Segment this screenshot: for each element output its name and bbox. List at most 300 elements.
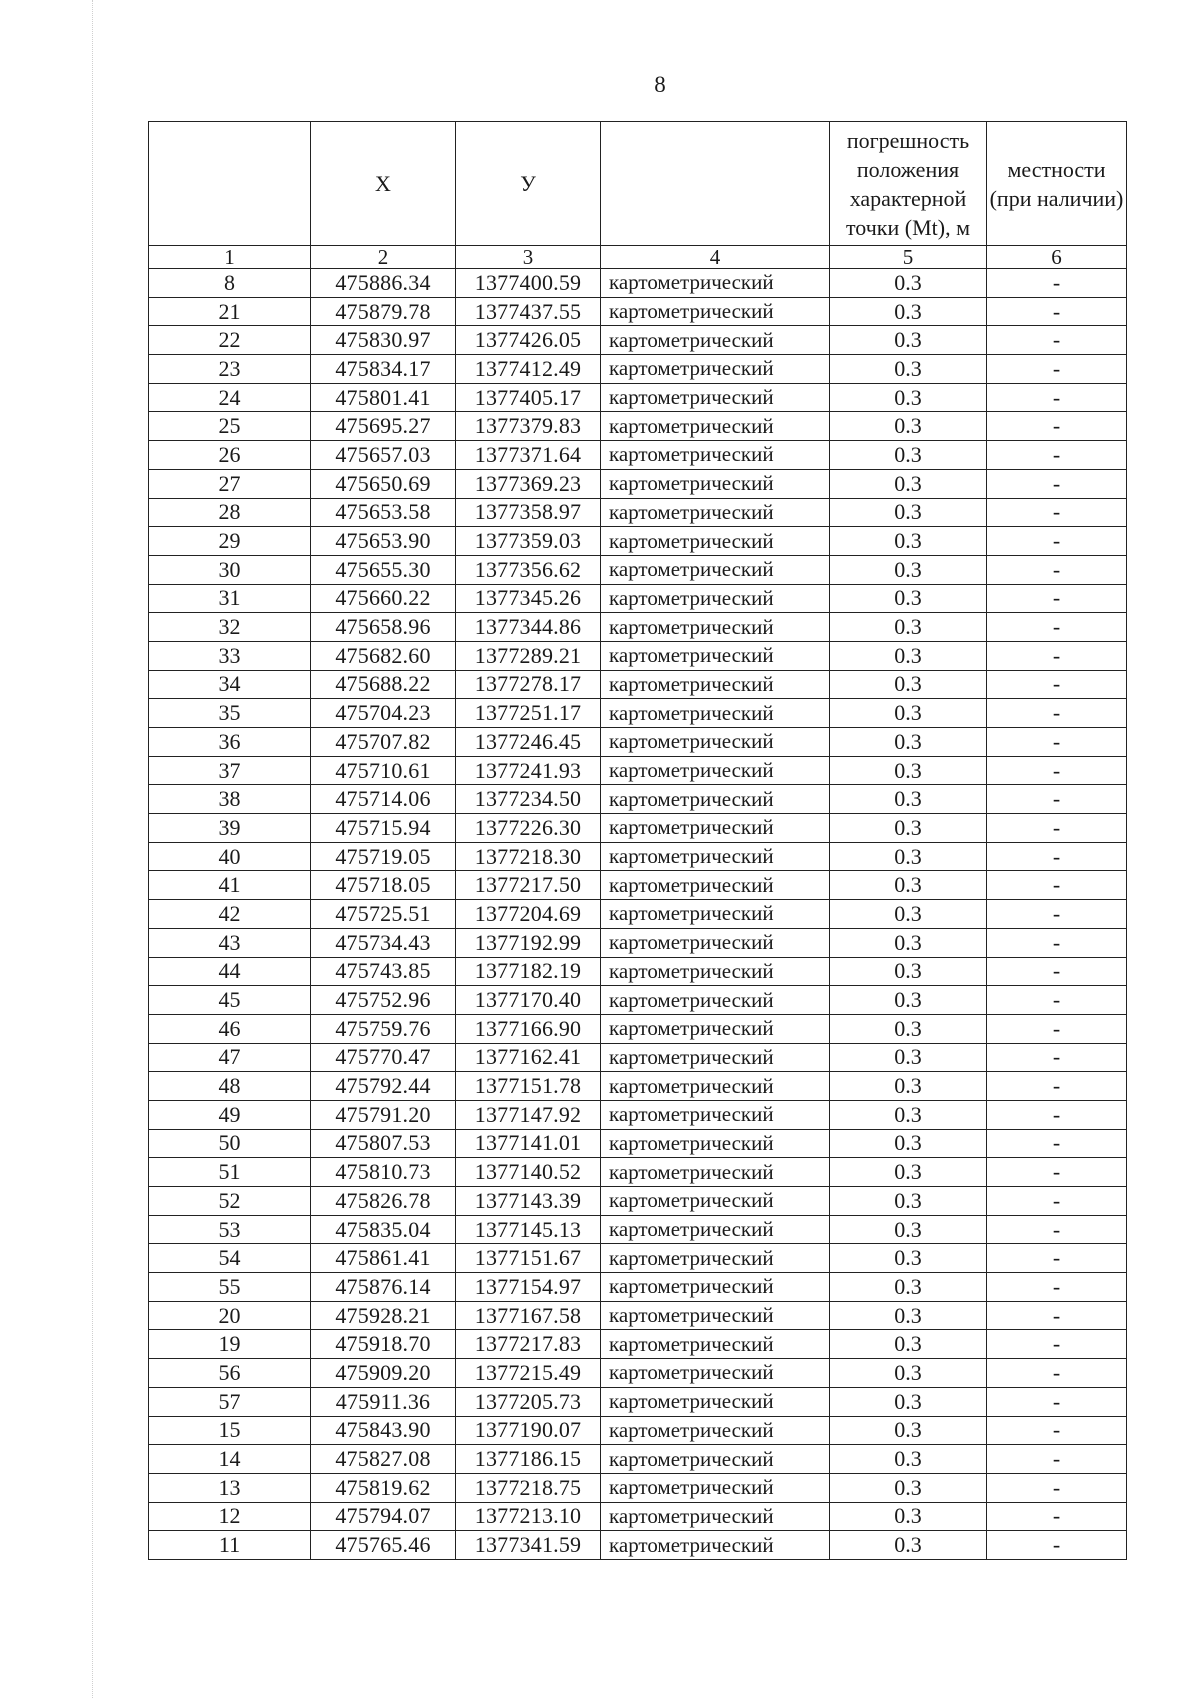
cell-description: - — [987, 1100, 1127, 1129]
cell-description: - — [987, 1187, 1127, 1216]
cell-point-number: 43 — [149, 928, 311, 957]
cell-x: 475653.58 — [311, 498, 456, 527]
cell-description: - — [987, 699, 1127, 728]
cell-point-number: 35 — [149, 699, 311, 728]
cell-x: 475819.62 — [311, 1473, 456, 1502]
cell-y: 1377190.07 — [456, 1416, 601, 1445]
cell-x: 475657.03 — [311, 441, 456, 470]
table-row — [149, 469, 1127, 498]
cell-point-number: 15 — [149, 1416, 311, 1445]
cell-point-number: 41 — [149, 871, 311, 900]
cell-point-number: 50 — [149, 1129, 311, 1158]
cell-point-number: 46 — [149, 1014, 311, 1043]
table-row — [149, 269, 1127, 298]
cell-y: 1377162.41 — [456, 1043, 601, 1072]
cell-method: картометрический — [601, 383, 830, 412]
header-x: X — [311, 122, 456, 246]
cell-y: 1377217.83 — [456, 1330, 601, 1359]
cell-method: картометрический — [601, 1129, 830, 1158]
cell-point-number: 55 — [149, 1273, 311, 1302]
cell-point-number: 11 — [149, 1531, 311, 1560]
cell-x: 475791.20 — [311, 1100, 456, 1129]
cell-method: картометрический — [601, 269, 830, 298]
cell-method: картометрический — [601, 1244, 830, 1273]
cell-x: 475710.61 — [311, 756, 456, 785]
table-row — [149, 1387, 1127, 1416]
cell-method: картометрический — [601, 1043, 830, 1072]
cell-error: 0.3 — [830, 412, 987, 441]
cell-description: - — [987, 814, 1127, 843]
cell-x: 475770.47 — [311, 1043, 456, 1072]
cell-description: - — [987, 1158, 1127, 1187]
cell-point-number: 34 — [149, 670, 311, 699]
cell-method: картометрический — [601, 1445, 830, 1474]
column-number: 5 — [830, 246, 987, 269]
cell-error: 0.3 — [830, 355, 987, 384]
cell-y: 1377154.97 — [456, 1273, 601, 1302]
table-row — [149, 1215, 1127, 1244]
cell-error: 0.3 — [830, 1473, 987, 1502]
cell-error: 0.3 — [830, 1330, 987, 1359]
cell-error: 0.3 — [830, 1072, 987, 1101]
table-row — [149, 1473, 1127, 1502]
cell-method: картометрический — [601, 756, 830, 785]
cell-point-number: 31 — [149, 584, 311, 613]
cell-error: 0.3 — [830, 584, 987, 613]
cell-y: 1377205.73 — [456, 1387, 601, 1416]
cell-description: - — [987, 1445, 1127, 1474]
cell-x: 475725.51 — [311, 900, 456, 929]
cell-error: 0.3 — [830, 1014, 987, 1043]
cell-error: 0.3 — [830, 785, 987, 814]
cell-x: 475879.78 — [311, 297, 456, 326]
cell-x: 475682.60 — [311, 641, 456, 670]
page-number: 8 — [654, 72, 666, 97]
table-row — [149, 1531, 1127, 1560]
cell-point-number: 56 — [149, 1359, 311, 1388]
table-row — [149, 326, 1127, 355]
table-row — [149, 986, 1127, 1015]
cell-error: 0.3 — [830, 1100, 987, 1129]
cell-error: 0.3 — [830, 1387, 987, 1416]
cell-y: 1377426.05 — [456, 326, 601, 355]
cell-description: - — [987, 1416, 1127, 1445]
cell-method: картометрический — [601, 1416, 830, 1445]
cell-description: - — [987, 1072, 1127, 1101]
cell-method: картометрический — [601, 527, 830, 556]
cell-description: - — [987, 1387, 1127, 1416]
cell-point-number: 42 — [149, 900, 311, 929]
cell-y: 1377213.10 — [456, 1502, 601, 1531]
cell-description: - — [987, 641, 1127, 670]
cell-method: картометрический — [601, 699, 830, 728]
table-row — [149, 1158, 1127, 1187]
cell-error: 0.3 — [830, 871, 987, 900]
cell-error: 0.3 — [830, 641, 987, 670]
cell-description: - — [987, 928, 1127, 957]
header-error: погрешность положения характерной точки (Mt), м — [830, 122, 987, 246]
cell-x: 475719.05 — [311, 842, 456, 871]
cell-error: 0.3 — [830, 1416, 987, 1445]
cell-y: 1377141.01 — [456, 1129, 601, 1158]
cell-error: 0.3 — [830, 756, 987, 785]
table-row — [149, 412, 1127, 441]
cell-y: 1377192.99 — [456, 928, 601, 957]
cell-error: 0.3 — [830, 1187, 987, 1216]
table-row — [149, 957, 1127, 986]
cell-method: картометрический — [601, 814, 830, 843]
cell-x: 475827.08 — [311, 1445, 456, 1474]
cell-point-number: 48 — [149, 1072, 311, 1101]
cell-method: картометрический — [601, 297, 830, 326]
cell-error: 0.3 — [830, 613, 987, 642]
cell-y: 1377341.59 — [456, 1531, 601, 1560]
cell-description: - — [987, 1359, 1127, 1388]
cell-method: картометрический — [601, 900, 830, 929]
table-row — [149, 670, 1127, 699]
cell-method: картометрический — [601, 1215, 830, 1244]
cell-description: - — [987, 555, 1127, 584]
cell-method: картометрический — [601, 1502, 830, 1531]
cell-x: 475704.23 — [311, 699, 456, 728]
column-number: 6 — [987, 246, 1127, 269]
table-row — [149, 355, 1127, 384]
column-number-row — [149, 246, 1127, 269]
cell-method: картометрический — [601, 928, 830, 957]
coordinates-table — [148, 121, 1127, 1560]
cell-error: 0.3 — [830, 670, 987, 699]
cell-description: - — [987, 871, 1127, 900]
cell-y: 1377215.49 — [456, 1359, 601, 1388]
table-row — [149, 555, 1127, 584]
cell-x: 475843.90 — [311, 1416, 456, 1445]
cell-description: - — [987, 842, 1127, 871]
cell-y: 1377182.19 — [456, 957, 601, 986]
cell-description: - — [987, 1531, 1127, 1560]
table-row — [149, 584, 1127, 613]
cell-method: картометрический — [601, 1473, 830, 1502]
cell-error: 0.3 — [830, 297, 987, 326]
cell-error: 0.3 — [830, 555, 987, 584]
cell-point-number: 21 — [149, 297, 311, 326]
table-body — [149, 122, 1127, 1560]
cell-description: - — [987, 1129, 1127, 1158]
cell-x: 475810.73 — [311, 1158, 456, 1187]
cell-y: 1377345.26 — [456, 584, 601, 613]
cell-method: картометрический — [601, 641, 830, 670]
cell-error: 0.3 — [830, 527, 987, 556]
cell-point-number: 37 — [149, 756, 311, 785]
table-row — [149, 1100, 1127, 1129]
cell-x: 475801.41 — [311, 383, 456, 412]
cell-description: - — [987, 498, 1127, 527]
cell-error: 0.3 — [830, 1158, 987, 1187]
cell-x: 475650.69 — [311, 469, 456, 498]
cell-method: картометрический — [601, 613, 830, 642]
cell-x: 475658.96 — [311, 613, 456, 642]
cell-y: 1377358.97 — [456, 498, 601, 527]
cell-description: - — [987, 1244, 1127, 1273]
cell-error: 0.3 — [830, 699, 987, 728]
cell-method: картометрический — [601, 469, 830, 498]
cell-x: 475707.82 — [311, 728, 456, 757]
cell-method: картометрический — [601, 986, 830, 1015]
cell-description: - — [987, 1330, 1127, 1359]
cell-error: 0.3 — [830, 1531, 987, 1560]
cell-x: 475718.05 — [311, 871, 456, 900]
cell-description: - — [987, 1273, 1127, 1302]
cell-description: - — [987, 728, 1127, 757]
cell-error: 0.3 — [830, 1445, 987, 1474]
cell-x: 475688.22 — [311, 670, 456, 699]
table-row — [149, 1244, 1127, 1273]
margin-line — [92, 0, 93, 1698]
cell-x: 475794.07 — [311, 1502, 456, 1531]
cell-x: 475734.43 — [311, 928, 456, 957]
cell-error: 0.3 — [830, 1043, 987, 1072]
table-row — [149, 1330, 1127, 1359]
header-description: местности (при наличии) — [987, 122, 1127, 246]
cell-method: картометрический — [601, 1301, 830, 1330]
cell-error: 0.3 — [830, 1244, 987, 1273]
cell-point-number: 12 — [149, 1502, 311, 1531]
cell-method: картометрический — [601, 441, 830, 470]
cell-error: 0.3 — [830, 1301, 987, 1330]
cell-point-number: 47 — [149, 1043, 311, 1072]
cell-description: - — [987, 1043, 1127, 1072]
table-row — [149, 1502, 1127, 1531]
cell-error: 0.3 — [830, 326, 987, 355]
cell-y: 1377278.17 — [456, 670, 601, 699]
cell-method: картометрический — [601, 1330, 830, 1359]
cell-error: 0.3 — [830, 1502, 987, 1531]
cell-y: 1377218.30 — [456, 842, 601, 871]
cell-point-number: 38 — [149, 785, 311, 814]
cell-point-number: 52 — [149, 1187, 311, 1216]
table-row — [149, 1072, 1127, 1101]
cell-y: 1377147.92 — [456, 1100, 601, 1129]
table-row — [149, 613, 1127, 642]
cell-description: - — [987, 326, 1127, 355]
cell-x: 475660.22 — [311, 584, 456, 613]
cell-method: картометрический — [601, 1187, 830, 1216]
cell-y: 1377359.03 — [456, 527, 601, 556]
cell-y: 1377151.67 — [456, 1244, 601, 1273]
cell-error: 0.3 — [830, 814, 987, 843]
cell-error: 0.3 — [830, 498, 987, 527]
cell-point-number: 19 — [149, 1330, 311, 1359]
cell-method: картометрический — [601, 785, 830, 814]
cell-method: картометрический — [601, 1072, 830, 1101]
cell-y: 1377186.15 — [456, 1445, 601, 1474]
cell-y: 1377379.83 — [456, 412, 601, 441]
cell-point-number: 20 — [149, 1301, 311, 1330]
cell-point-number: 24 — [149, 383, 311, 412]
cell-description: - — [987, 1502, 1127, 1531]
cell-method: картометрический — [601, 957, 830, 986]
cell-method: картометрический — [601, 1531, 830, 1560]
cell-description: - — [987, 785, 1127, 814]
cell-point-number: 45 — [149, 986, 311, 1015]
cell-x: 475928.21 — [311, 1301, 456, 1330]
cell-point-number: 13 — [149, 1473, 311, 1502]
cell-description: - — [987, 1215, 1127, 1244]
column-number: 3 — [456, 246, 601, 269]
cell-error: 0.3 — [830, 383, 987, 412]
cell-x: 475835.04 — [311, 1215, 456, 1244]
table-row — [149, 699, 1127, 728]
cell-error: 0.3 — [830, 1359, 987, 1388]
cell-x: 475876.14 — [311, 1273, 456, 1302]
header-method — [601, 122, 830, 246]
table-row — [149, 641, 1127, 670]
cell-error: 0.3 — [830, 842, 987, 871]
cell-method: картометрический — [601, 1273, 830, 1302]
cell-description: - — [987, 527, 1127, 556]
cell-description: - — [987, 297, 1127, 326]
cell-method: картометрический — [601, 670, 830, 699]
cell-error: 0.3 — [830, 1129, 987, 1158]
cell-point-number: 44 — [149, 957, 311, 986]
cell-description: - — [987, 613, 1127, 642]
table-row — [149, 1359, 1127, 1388]
table-row — [149, 871, 1127, 900]
cell-y: 1377167.58 — [456, 1301, 601, 1330]
cell-method: картометрический — [601, 1158, 830, 1187]
cell-y: 1377145.13 — [456, 1215, 601, 1244]
cell-method: картометрический — [601, 871, 830, 900]
cell-y: 1377140.52 — [456, 1158, 601, 1187]
cell-method: картометрический — [601, 584, 830, 613]
cell-x: 475695.27 — [311, 412, 456, 441]
cell-error: 0.3 — [830, 900, 987, 929]
cell-point-number: 33 — [149, 641, 311, 670]
cell-x: 475830.97 — [311, 326, 456, 355]
cell-x: 475886.34 — [311, 269, 456, 298]
cell-x: 475792.44 — [311, 1072, 456, 1101]
cell-point-number: 14 — [149, 1445, 311, 1474]
table-row — [149, 1301, 1127, 1330]
table-header-row — [149, 122, 1127, 246]
cell-error: 0.3 — [830, 928, 987, 957]
table-row — [149, 728, 1127, 757]
cell-y: 1377437.55 — [456, 297, 601, 326]
cell-error: 0.3 — [830, 957, 987, 986]
cell-description: - — [987, 957, 1127, 986]
cell-description: - — [987, 355, 1127, 384]
table-row — [149, 297, 1127, 326]
cell-error: 0.3 — [830, 269, 987, 298]
cell-x: 475826.78 — [311, 1187, 456, 1216]
cell-point-number: 22 — [149, 326, 311, 355]
cell-description: - — [987, 900, 1127, 929]
cell-error: 0.3 — [830, 469, 987, 498]
cell-x: 475655.30 — [311, 555, 456, 584]
cell-x: 475714.06 — [311, 785, 456, 814]
cell-point-number: 32 — [149, 613, 311, 642]
cell-method: картометрический — [601, 555, 830, 584]
cell-y: 1377344.86 — [456, 613, 601, 642]
cell-y: 1377204.69 — [456, 900, 601, 929]
cell-method: картометрический — [601, 412, 830, 441]
table-row — [149, 842, 1127, 871]
table-row — [149, 1416, 1127, 1445]
cell-point-number: 57 — [149, 1387, 311, 1416]
cell-x: 475909.20 — [311, 1359, 456, 1388]
cell-point-number: 29 — [149, 527, 311, 556]
cell-point-number: 54 — [149, 1244, 311, 1273]
cell-description: - — [987, 1014, 1127, 1043]
cell-error: 0.3 — [830, 441, 987, 470]
table-row — [149, 756, 1127, 785]
cell-y: 1377251.17 — [456, 699, 601, 728]
table-row — [149, 1014, 1127, 1043]
table-row — [149, 498, 1127, 527]
cell-description: - — [987, 670, 1127, 699]
cell-method: картометрический — [601, 1359, 830, 1388]
cell-x: 475911.36 — [311, 1387, 456, 1416]
cell-description: - — [987, 584, 1127, 613]
cell-x: 475807.53 — [311, 1129, 456, 1158]
table-row — [149, 1129, 1127, 1158]
cell-method: картометрический — [601, 355, 830, 384]
cell-y: 1377241.93 — [456, 756, 601, 785]
table-row — [149, 1273, 1127, 1302]
cell-error: 0.3 — [830, 1215, 987, 1244]
cell-y: 1377143.39 — [456, 1187, 601, 1216]
cell-point-number: 26 — [149, 441, 311, 470]
cell-y: 1377217.50 — [456, 871, 601, 900]
cell-error: 0.3 — [830, 1273, 987, 1302]
table-row — [149, 900, 1127, 929]
cell-error: 0.3 — [830, 728, 987, 757]
cell-x: 475715.94 — [311, 814, 456, 843]
cell-x: 475759.76 — [311, 1014, 456, 1043]
cell-y: 1377371.64 — [456, 441, 601, 470]
cell-point-number: 49 — [149, 1100, 311, 1129]
cell-method: картометрический — [601, 728, 830, 757]
table-row — [149, 814, 1127, 843]
cell-description: - — [987, 1473, 1127, 1502]
cell-x: 475834.17 — [311, 355, 456, 384]
cell-point-number: 8 — [149, 269, 311, 298]
cell-y: 1377356.62 — [456, 555, 601, 584]
cell-point-number: 51 — [149, 1158, 311, 1187]
cell-y: 1377218.75 — [456, 1473, 601, 1502]
table-row — [149, 527, 1127, 556]
cell-description: - — [987, 756, 1127, 785]
cell-description: - — [987, 383, 1127, 412]
cell-x: 475918.70 — [311, 1330, 456, 1359]
cell-method: картометрический — [601, 1014, 830, 1043]
cell-point-number: 40 — [149, 842, 311, 871]
cell-description: - — [987, 469, 1127, 498]
table-row — [149, 383, 1127, 412]
cell-method: картометрический — [601, 1100, 830, 1129]
cell-y: 1377151.78 — [456, 1072, 601, 1101]
cell-description: - — [987, 269, 1127, 298]
cell-point-number: 25 — [149, 412, 311, 441]
cell-method: картометрический — [601, 326, 830, 355]
cell-description: - — [987, 412, 1127, 441]
table-row — [149, 1043, 1127, 1072]
cell-point-number: 53 — [149, 1215, 311, 1244]
cell-point-number: 36 — [149, 728, 311, 757]
cell-y: 1377289.21 — [456, 641, 601, 670]
table-row — [149, 785, 1127, 814]
cell-method: картометрический — [601, 842, 830, 871]
cell-y: 1377405.17 — [456, 383, 601, 412]
